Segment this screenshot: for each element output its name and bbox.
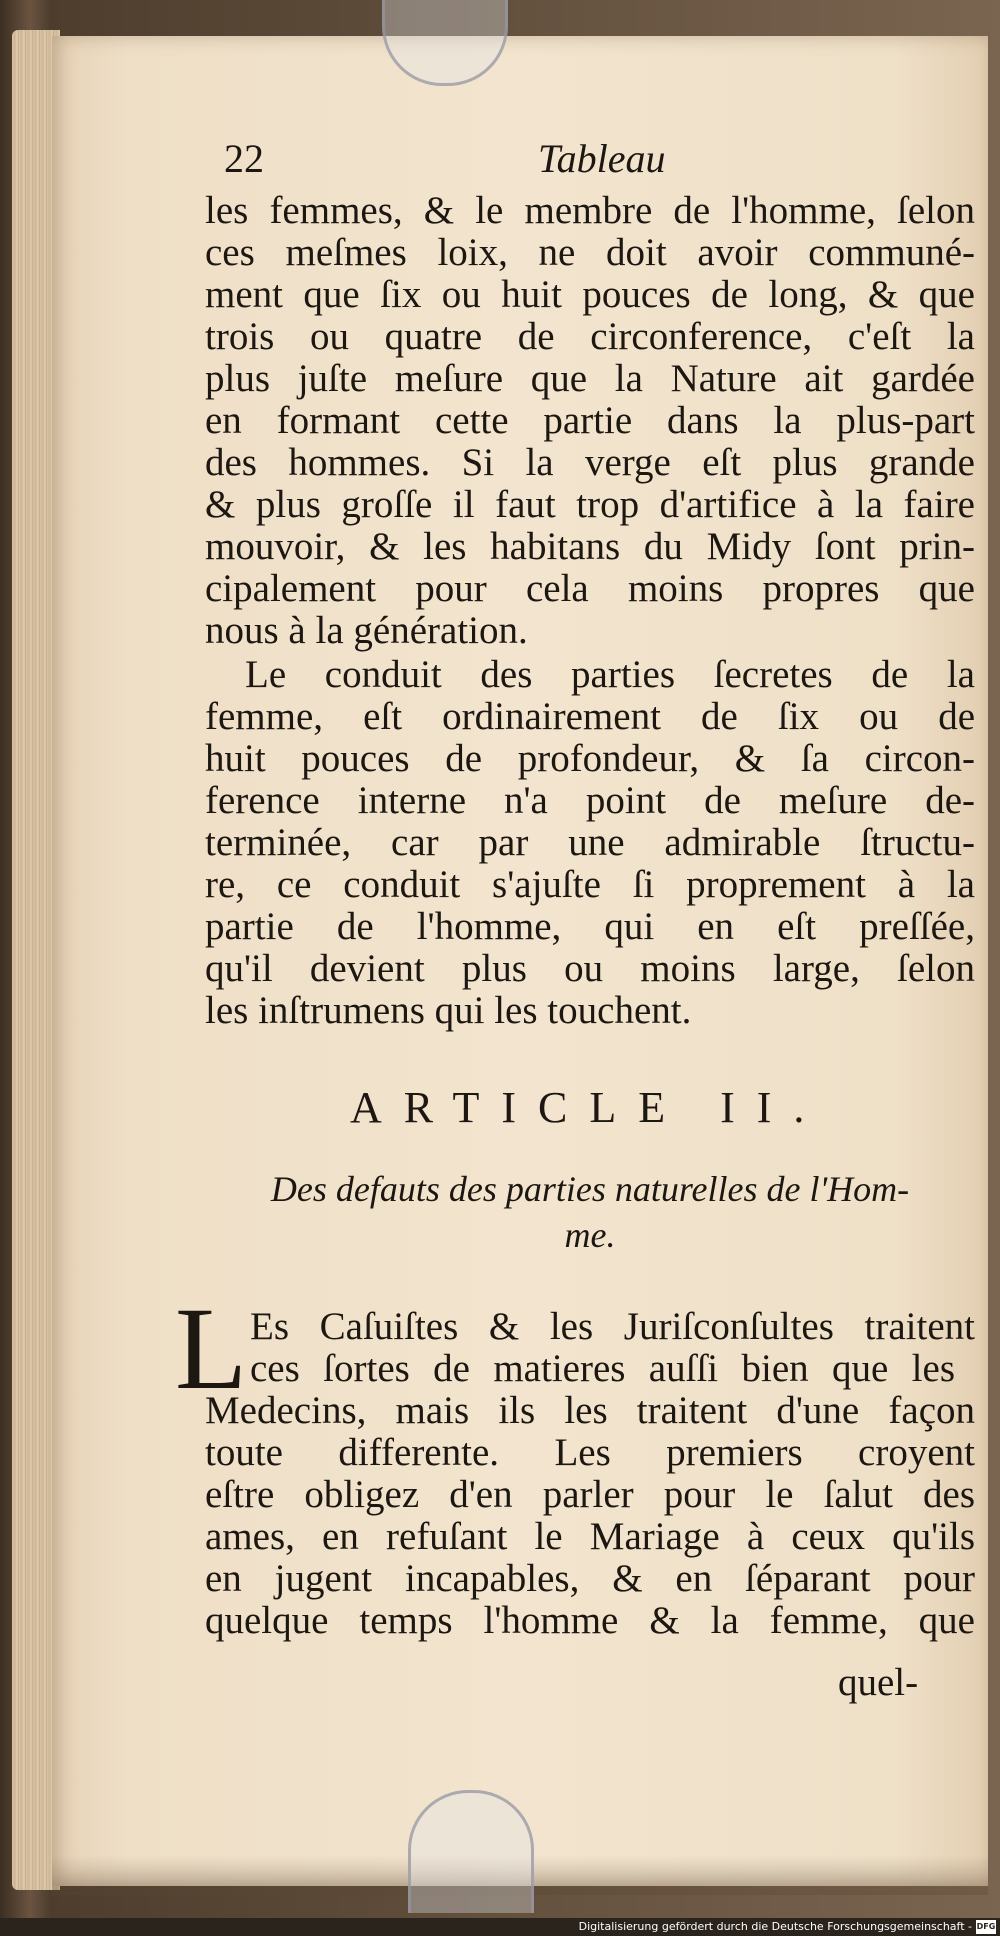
text-line: ment que ſix ou huit pouces de long, & que [205,273,975,316]
text-line: nous à la génération. [205,609,528,652]
text-line: ces meſmes loix, ne doit avoir communé- [205,231,975,274]
text-line: femme, eſt ordinairement de ſix ou de [205,695,975,738]
text-line: huit pouces de profondeur, & ſa circon- [205,737,975,780]
text-line: ces ſortes de matieres auſſi bien que les [250,1347,955,1390]
running-head: Tableau [538,136,666,181]
article-subtitle: Des defauts des parties naturelles de l'Hom- [270,1169,910,1209]
text-line: Es Caſuiſtes & les Juriſconſultes traitent [250,1305,975,1348]
text-line: & plus groſſe il faut trop d'artifice à la faire [205,483,975,526]
text-line: en formant cette partie dans la plus-part [205,399,975,442]
text-line: terminée, car par une admirable ſtructu- [205,821,975,864]
paragraph-first-line: Le conduit des parties ſecretes de la [245,653,975,696]
page-number: 22 [224,136,264,181]
footer-credit: Digitalisierung gefördert durch die Deutsche Forschungsgemeinschaft - [578,1920,972,1933]
text-line: eſtre obligez d'en parler pour le ſalut des [205,1473,975,1516]
text-line: re, ce conduit s'ajuſte ſi proprement à la [205,863,975,906]
dfg-logo: DFG [976,1920,996,1934]
text-line: quelque temps l'homme & la femme, que [205,1599,975,1642]
text-line: ference interne n'a point de meſure de- [205,779,975,822]
text-line: mouvoir, & les habitans du Midy ſont prin- [205,525,975,568]
text-line: les femmes, & le membre de l'homme, ſelon [205,189,975,232]
text-line: les inſtrumens qui les touchent. [205,989,692,1032]
text-line: trois ou quatre de circonference, c'eſt la [205,315,975,358]
text-line: partie de l'homme, qui en eſt preſſée, [205,905,975,948]
text-line: ames, en refuſant le Mariage à ceux qu'ils [205,1515,975,1558]
article-title: ARTICLE II. [350,1083,827,1132]
text-line: cipalement pour cela moins propres que [205,567,975,610]
text-line: en jugent incapables, & en ſéparant pour [205,1557,975,1600]
catchword: quel- [838,1661,919,1704]
article-subtitle-continued: me. [564,1215,616,1255]
text-line: Medecins, mais ils les traitent d'une façon [205,1389,975,1432]
text-line: des hommes. Si la verge eſt plus grande [205,441,975,484]
drop-cap: L [175,1283,248,1414]
page-clip-bottom [408,1790,534,1913]
text-line: toute differente. Les premiers croyent [205,1431,975,1474]
text-line: qu'il devient plus ou moins large, ſelon [205,947,975,990]
text-line: plus juſte meſure que la Nature ait gardée [205,357,975,400]
